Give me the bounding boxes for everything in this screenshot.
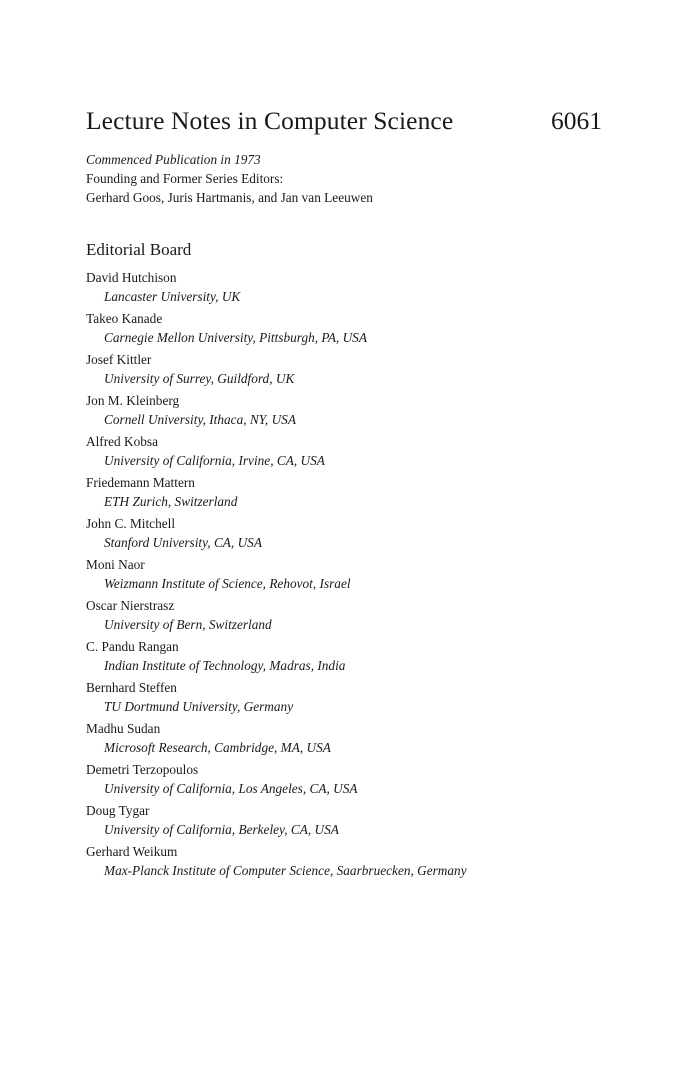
founding-editors-label: Founding and Former Series Editors:	[86, 171, 284, 186]
member-name: Oscar Nierstrasz	[86, 598, 175, 613]
founding-editors-names: Gerhard Goos, Juris Hartmanis, and Jan van Leeuwen	[86, 190, 373, 205]
member-affiliation: University of California, Los Angeles, CA, USA	[104, 781, 358, 796]
member-name: C. Pandu Rangan	[86, 639, 179, 654]
board-member	[86, 309, 606, 347]
board-member	[86, 514, 606, 552]
board-member	[86, 842, 606, 880]
board-member	[86, 391, 606, 429]
board-member	[86, 678, 606, 716]
member-name: Takeo Kanade	[86, 311, 163, 326]
member-name: Gerhard Weikum	[86, 844, 178, 859]
member-affiliation: University of California, Irvine, CA, USA	[104, 453, 325, 468]
board-member	[86, 637, 606, 675]
member-name: Doug Tygar	[86, 803, 150, 818]
member-affiliation: Carnegie Mellon University, Pittsburgh, PA, USA	[104, 330, 367, 345]
board-member	[86, 555, 606, 593]
member-name: Alfred Kobsa	[86, 434, 159, 449]
member-affiliation: University of Surrey, Guildford, UK	[104, 371, 295, 386]
member-name: David Hutchison	[86, 270, 177, 285]
editorial-board-list	[86, 268, 606, 880]
board-member	[86, 350, 606, 388]
member-affiliation: ETH Zurich, Switzerland	[104, 494, 238, 509]
member-name: Moni Naor	[86, 557, 145, 572]
member-name: Demetri Terzopoulos	[86, 762, 199, 777]
member-affiliation: University of California, Berkeley, CA, USA	[104, 822, 339, 837]
member-name: Madhu Sudan	[86, 721, 161, 736]
member-affiliation: TU Dortmund University, Germany	[104, 699, 294, 714]
board-member	[86, 719, 606, 757]
editorial-board-heading: Editorial Board	[86, 240, 192, 259]
member-name: Friedemann Mattern	[86, 475, 195, 490]
board-member	[86, 268, 606, 306]
volume-number: 6061	[551, 106, 602, 135]
member-affiliation: Lancaster University, UK	[104, 289, 241, 304]
member-name: Josef Kittler	[86, 352, 152, 367]
series-title: Lecture Notes in Computer Science	[86, 106, 454, 135]
member-affiliation: Cornell University, Ithaca, NY, USA	[104, 412, 296, 427]
member-name: Jon M. Kleinberg	[86, 393, 180, 408]
commenced-publication: Commenced Publication in 1973	[86, 152, 261, 167]
board-member	[86, 760, 606, 798]
member-name: Bernhard Steffen	[86, 680, 177, 695]
member-affiliation: Indian Institute of Technology, Madras, India	[104, 658, 346, 673]
member-affiliation: University of Bern, Switzerland	[104, 617, 272, 632]
member-name: John C. Mitchell	[86, 516, 176, 531]
member-affiliation: Weizmann Institute of Science, Rehovot, Israel	[104, 576, 351, 591]
member-affiliation: Microsoft Research, Cambridge, MA, USA	[104, 740, 331, 755]
board-member	[86, 596, 606, 634]
member-affiliation: Stanford University, CA, USA	[104, 535, 262, 550]
member-affiliation: Max-Planck Institute of Computer Science, Saarbruecken, Germany	[104, 863, 467, 878]
document-page	[86, 106, 606, 883]
board-member	[86, 473, 606, 511]
board-member	[86, 801, 606, 839]
board-member	[86, 432, 606, 470]
series-header	[86, 106, 602, 136]
